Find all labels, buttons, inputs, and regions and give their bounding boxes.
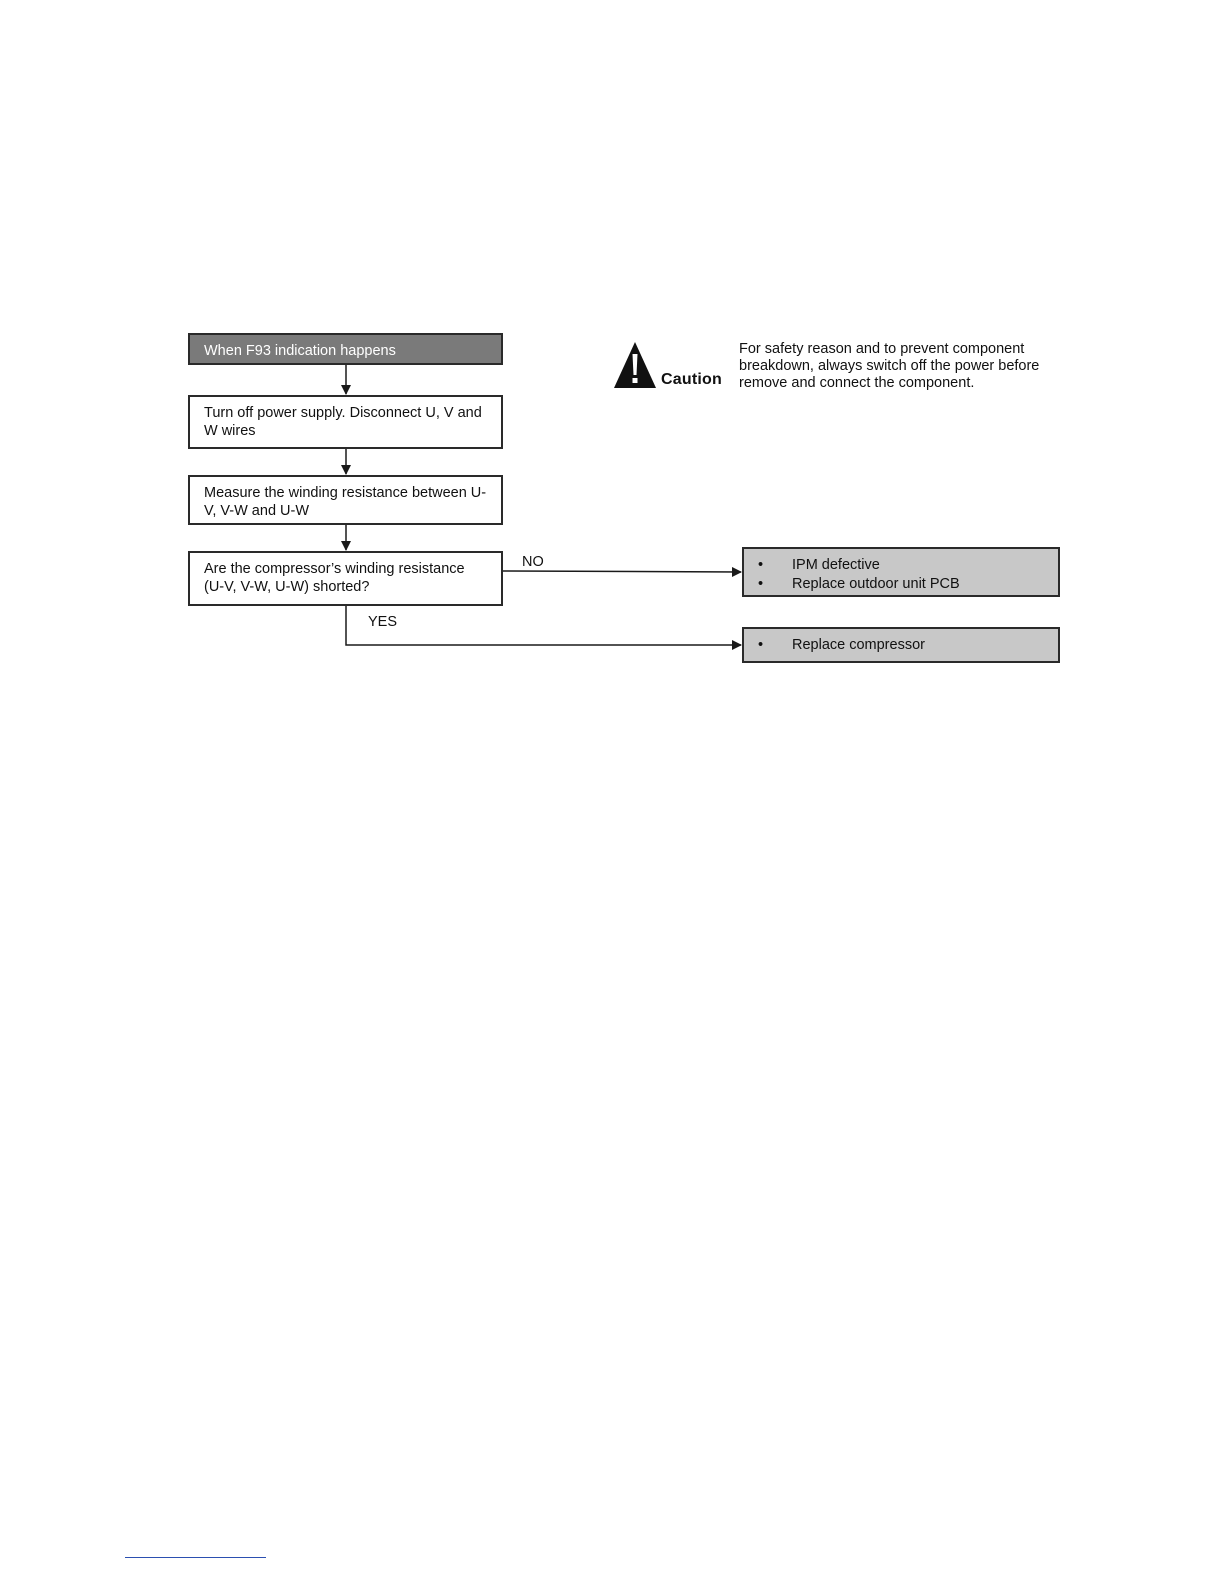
step-measure-box: [188, 475, 503, 525]
no-result-box: [742, 547, 1060, 597]
warning-triangle-icon: [612, 340, 658, 390]
arrow-yes-branch: [346, 606, 741, 645]
start-text: When F93 indication happens: [204, 343, 396, 359]
arrow-no-branch: [503, 571, 741, 572]
caution-label: Caution: [661, 371, 722, 388]
start-box: [188, 333, 503, 365]
yes-result-box: [742, 627, 1060, 663]
step-measure-text: Measure the winding resistance between U-V, V-W and U-W: [204, 485, 487, 519]
step-power-off-text: Turn off power supply. Disconnect U, V and W wires: [204, 405, 482, 439]
decision-box: [188, 551, 503, 606]
step-power-off-box: [188, 395, 503, 449]
yes-result-item: • Replace compressor: [758, 636, 1058, 655]
footer-rule: [125, 1557, 266, 1558]
yes-result-list: [758, 636, 1058, 655]
caution-text: For safety reason and to prevent component breakdown, always switch off the power before remove and connect the component.: [739, 341, 1040, 391]
decision-text: Are the compressor’s winding resistance (U-V, V-W, U-W) shorted?: [204, 561, 465, 595]
no-result-list: [758, 556, 1058, 594]
no-result-item: • IPM defective: [758, 556, 1058, 575]
no-branch-label: NO: [522, 554, 544, 570]
no-result-item: • Replace outdoor unit PCB: [758, 575, 1058, 594]
yes-branch-label: YES: [368, 614, 398, 630]
